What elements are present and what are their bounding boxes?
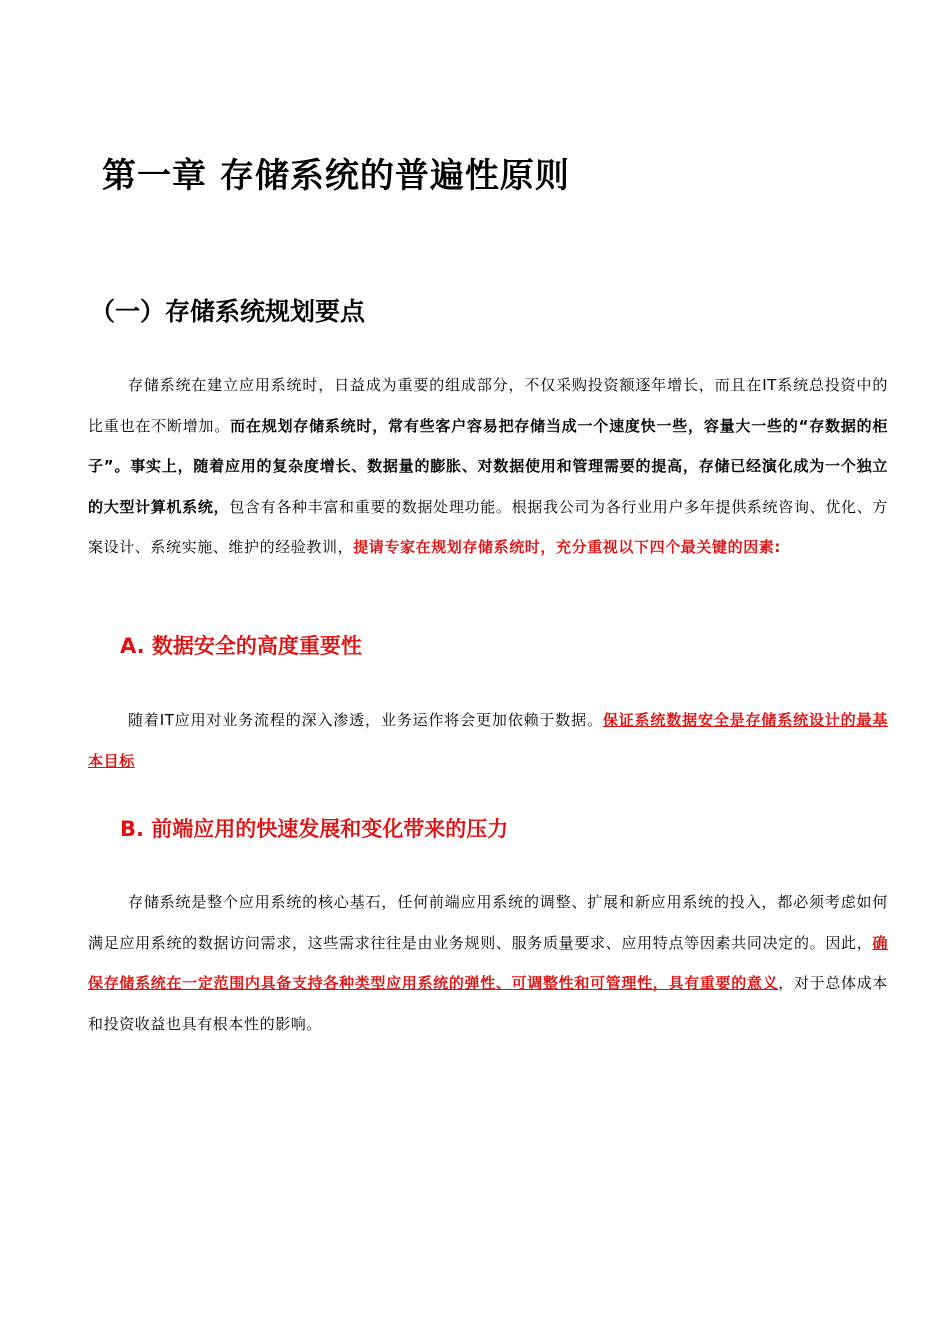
section-b-paragraph xyxy=(88,882,888,1044)
intro-bold-text: 而在规划存储系统时，常有些客户容易把存储当成一个速度快一些，容量大一些的“存数据的柜子”。事实上，随着应用的复杂度增长、数据量的膨胀、对数据使用和管理需要的提高，存储已经演化成为一个独立的大型计算机系统， xyxy=(88,416,889,516)
intro-paragraph xyxy=(88,365,888,568)
section-a-title: A. 数据安全的高度重要性 xyxy=(120,634,362,658)
section-b-text: 存储系统是整个应用系统的核心基石，任何前端应用系统的调整、扩展和新应用系统的投入，都必须考虑如何满足应用系统的数据访问需求，这些需求往往是由业务规则、服务质量要求、应用特点等因素共同决定的。因此， xyxy=(88,893,888,952)
section-a-highlight: 保证系统数据安全是存储系统设计的最基本目标 xyxy=(88,711,888,770)
section-a-paragraph xyxy=(88,700,888,781)
section-b-tail: ，对于总体成本和投资收益也具有根本性的影响。 xyxy=(88,974,889,1033)
section-b-title: B. 前端应用的快速发展和变化带来的压力 xyxy=(120,817,509,841)
intro-red-text: 提请专家在规划存储系统时，充分重视以下四个最关键的因素: xyxy=(353,538,782,556)
section-b-highlight: 确保存储系统在一定范围内具备支持各种类型应用系统的弹性、可调整性和可管理性，具有重要的意义 xyxy=(88,933,888,992)
intro-text: 存储系统在建立应用系统时，日益成为重要的组成部分，不仅采购投资额逐年增长，而且在IT系统总投资中的比重也在不断增加。 xyxy=(88,376,888,435)
section-a-text: 随着IT应用对业务流程的深入渗透，业务运作将会更加依赖于数据。 xyxy=(128,711,603,729)
intro-text-continued: 包含有各种丰富和重要的数据处理功能。根据我公司为各行业用户多年提供系统咨询、优化、方案设计、系统实施、维护的经验教训， xyxy=(88,497,888,556)
chapter-title: 第一章 存储系统的普遍性原则 xyxy=(102,156,570,196)
section-title: （一）存储系统规划要点 xyxy=(90,297,366,326)
